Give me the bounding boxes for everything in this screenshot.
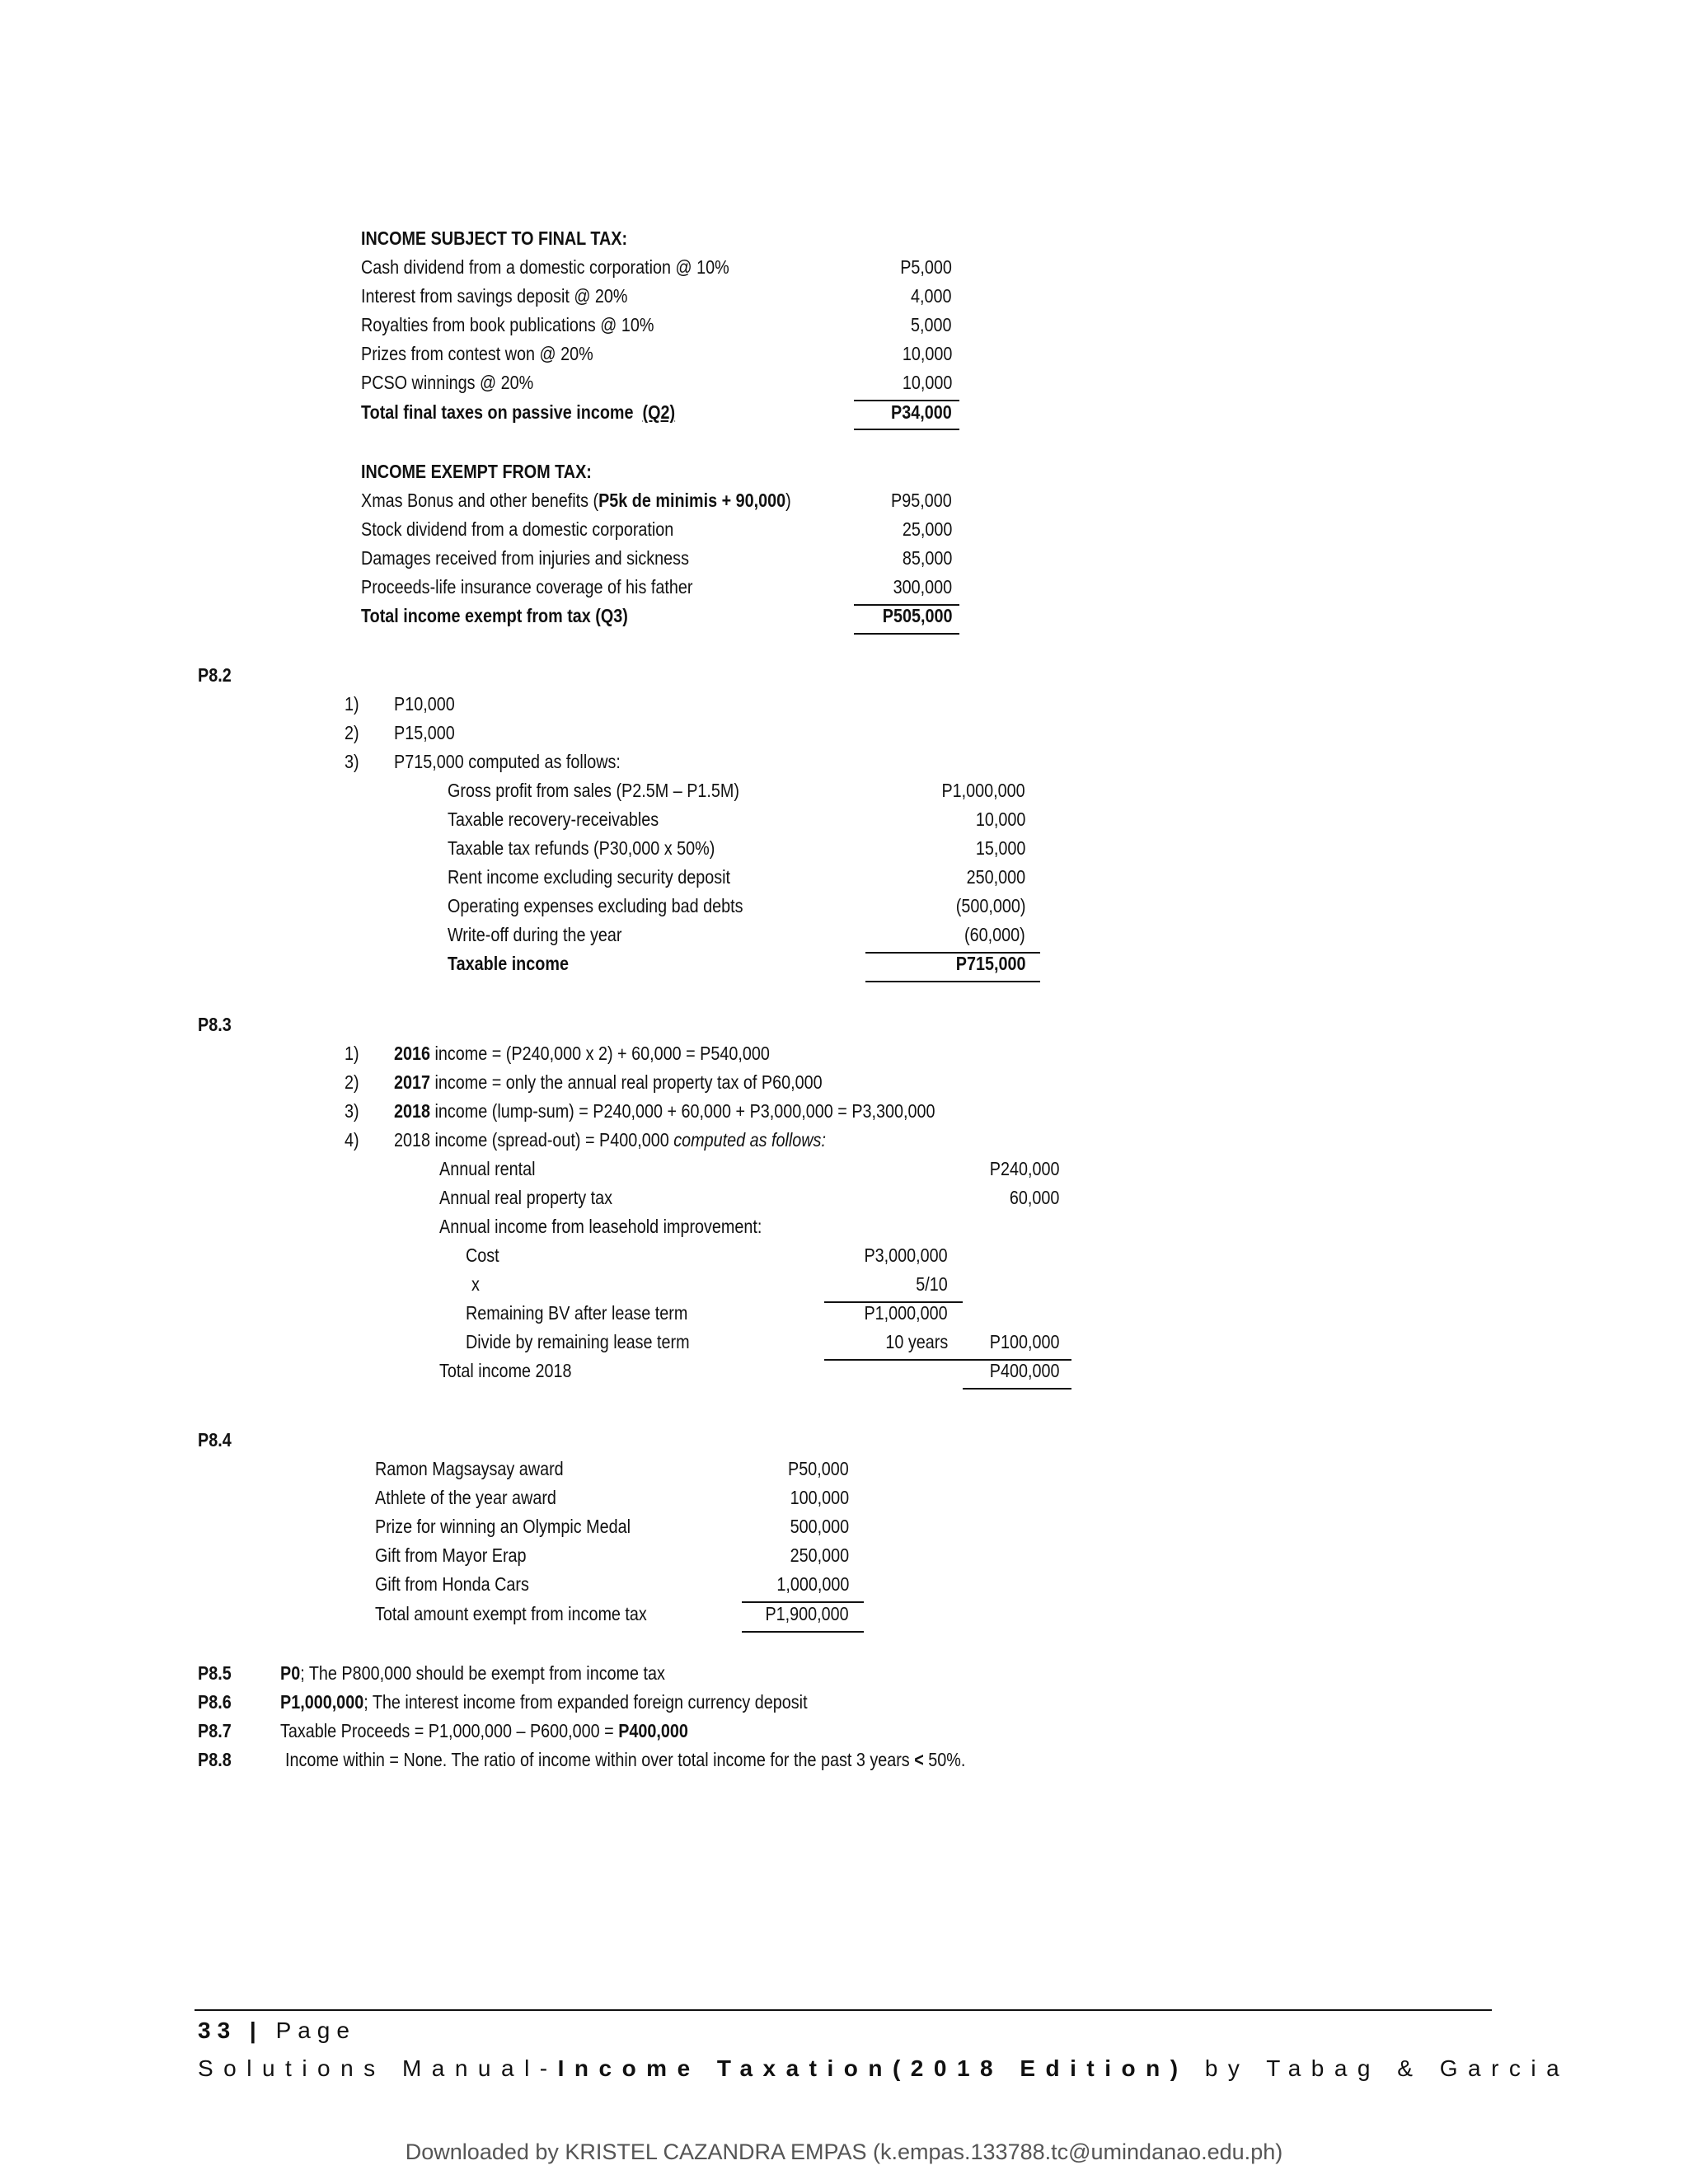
- answer-text: 2017 income = only the annual real property tax of P60,000: [394, 1071, 823, 1093]
- final-tax-total-amount: P34,000: [891, 401, 952, 423]
- total-rule: [865, 981, 1040, 982]
- answer-number: 2): [345, 1071, 359, 1093]
- computation-amount: P100,000: [989, 1331, 1059, 1352]
- exempt-heading: INCOME EXEMPT FROM TAX:: [361, 461, 592, 482]
- computation-label: Total income 2018: [439, 1360, 572, 1381]
- answer-text: P15,000: [394, 722, 455, 743]
- final-tax-total: [361, 398, 675, 426]
- exempt-item-label: Proceeds-life insurance coverage of his father: [361, 576, 693, 598]
- computation-label: Remaining BV after lease term: [466, 1302, 688, 1324]
- exempt-item-amount: P95,000: [891, 490, 952, 511]
- final-tax-item-amount: 4,000: [911, 285, 952, 307]
- problem-label: P8.3: [198, 1014, 232, 1035]
- exempt-award-label: Gift from Mayor Erap: [375, 1544, 527, 1566]
- final-tax-item-label: Interest from savings deposit @ 20%: [361, 285, 628, 307]
- final-tax-item-amount: 10,000: [902, 343, 952, 364]
- answer-text: 2016 income = (P240,000 x 2) + 60,000 = P540,000: [394, 1043, 770, 1064]
- final-tax-item-amount: 10,000: [902, 372, 952, 393]
- exempt-award-amount: 100,000: [790, 1487, 849, 1508]
- computation-label: Annual real property tax: [439, 1187, 613, 1208]
- computation-amount: 15,000: [975, 837, 1025, 859]
- answer-number: 2): [345, 722, 359, 743]
- problem-label: P8.5: [198, 1662, 232, 1684]
- computation-label: Taxable tax refunds (P30,000 x 50%): [448, 837, 715, 859]
- exempt-item-label: Stock dividend from a domestic corporation: [361, 518, 674, 540]
- taxable-income-label: Taxable income: [448, 953, 569, 974]
- computation-amount: P240,000: [989, 1158, 1059, 1179]
- computation-amount: P3,000,000: [864, 1244, 948, 1266]
- computation-amount: P1,000,000: [941, 780, 1025, 801]
- computation-label: Taxable recovery-receivables: [448, 808, 659, 830]
- subtotal-rule: [824, 1359, 963, 1361]
- computation-label: Divide by remaining lease term: [466, 1331, 690, 1352]
- exempt-award-amount: P50,000: [788, 1458, 849, 1479]
- computation-amount: 60,000: [1009, 1187, 1059, 1208]
- problem-label: P8.6: [198, 1691, 232, 1713]
- exempt-award-amount: 1,000,000: [776, 1573, 849, 1595]
- answer-text: P10,000: [394, 693, 455, 715]
- exempt-item-amount: 85,000: [902, 547, 952, 569]
- exempt-item-amount: 25,000: [902, 518, 952, 540]
- download-notice: Downloaded by KRISTEL CAZANDRA EMPAS (k.empas.133788.tc@umindanao.edu.ph): [405, 2139, 1283, 2164]
- problem-label: P8.7: [198, 1720, 232, 1741]
- computation-amount: (60,000): [964, 924, 1025, 945]
- answer-text: 2018 income (lump-sum) = P240,000 + 60,000 + P3,000,000 = P3,300,000: [394, 1100, 935, 1122]
- computation-amount: 5/10: [916, 1273, 948, 1295]
- exempt-total-amount: P1,900,000: [765, 1603, 849, 1624]
- final-tax-item-label: Royalties from book publications @ 10%: [361, 314, 654, 335]
- computation-label: Operating expenses excluding bad debts: [448, 895, 743, 916]
- exempt-xmas-label: Xmas Bonus and other benefits (P5k de minimis + 90,000): [361, 490, 791, 511]
- computation-label: Annual rental: [439, 1158, 536, 1179]
- final-tax-total-label: Total final taxes on passive income: [361, 401, 634, 423]
- answer-text: Taxable Proceeds = P1,000,000 – P600,000 = P400,000: [280, 1720, 688, 1741]
- computation-amount: 10,000: [975, 808, 1025, 830]
- computation-amount: P1,000,000: [864, 1302, 948, 1324]
- final-tax-item-amount: P5,000: [900, 256, 952, 278]
- answer-text: P1,000,000; The interest income from expanded foreign currency deposit: [280, 1691, 808, 1713]
- answer-text: 2018 income (spread-out) = P400,000 computed as follows:: [394, 1129, 826, 1151]
- computation-amount: (500,000): [955, 895, 1025, 916]
- problem-label: P8.8: [198, 1749, 232, 1770]
- final-tax-item-label: Prizes from contest won @ 20%: [361, 343, 593, 364]
- exempt-total-label: Total amount exempt from income tax: [375, 1603, 647, 1624]
- exempt-total-amount: P505,000: [882, 605, 952, 626]
- computation-label: Annual income from leasehold improvement:: [439, 1216, 762, 1237]
- exempt-award-amount: 500,000: [790, 1516, 849, 1537]
- total-rule: [963, 1388, 1071, 1390]
- total-rule: [854, 633, 959, 635]
- answer-text: P715,000 computed as follows:: [394, 751, 621, 772]
- answer-number: 1): [345, 1043, 359, 1064]
- computation-label: Rent income excluding security deposit: [448, 866, 731, 888]
- problem-label: P8.4: [198, 1429, 232, 1451]
- answer-number: 3): [345, 751, 359, 772]
- final-tax-heading: INCOME SUBJECT TO FINAL TAX:: [361, 227, 628, 249]
- multiply-sign: x: [471, 1273, 480, 1295]
- total-rule: [854, 429, 959, 430]
- computation-label: Cost: [466, 1244, 499, 1266]
- exempt-item-label: Damages received from injuries and sickness: [361, 547, 689, 569]
- answer-number: 4): [345, 1129, 359, 1151]
- exempt-award-amount: 250,000: [790, 1544, 849, 1566]
- answer-text: Income within = None. The ratio of income within over total income for the past 3 years < 50%.: [285, 1749, 966, 1770]
- answer-number: 1): [345, 693, 359, 715]
- page-number: 33 | Page: [198, 2018, 356, 2043]
- footer-rule: [195, 2009, 1492, 2011]
- answer-text: P0; The P800,000 should be exempt from income tax: [280, 1662, 665, 1684]
- exempt-total-label: Total income exempt from tax (Q3): [361, 605, 628, 626]
- exempt-item-amount: 300,000: [893, 576, 952, 598]
- computation-label: Write-off during the year: [448, 924, 622, 945]
- computation-amount: P400,000: [989, 1360, 1059, 1381]
- exempt-award-label: Ramon Magsaysay award: [375, 1458, 564, 1479]
- taxable-income-amount: P715,000: [955, 953, 1025, 974]
- total-rule: [742, 1631, 864, 1633]
- final-tax-total-ref: (Q2): [642, 401, 676, 423]
- problem-label: P8.2: [198, 664, 232, 686]
- answer-number: 3): [345, 1100, 359, 1122]
- computation-label: Gross profit from sales (P2.5M – P1.5M): [448, 780, 739, 801]
- exempt-award-label: Prize for winning an Olympic Medal: [375, 1516, 631, 1537]
- exempt-award-label: Athlete of the year award: [375, 1487, 556, 1508]
- final-tax-item-amount: 5,000: [911, 314, 952, 335]
- exempt-award-label: Gift from Honda Cars: [375, 1573, 529, 1595]
- final-tax-item-label: Cash dividend from a domestic corporation @ 10%: [361, 256, 729, 278]
- computation-amount: 250,000: [966, 866, 1025, 888]
- computation-amount: 10 years: [885, 1331, 948, 1352]
- book-title: Solutions Manual-Income Taxation(2018 Edition) by Tabag & Garcia: [198, 2055, 1570, 2081]
- final-tax-item-label: PCSO winnings @ 20%: [361, 372, 534, 393]
